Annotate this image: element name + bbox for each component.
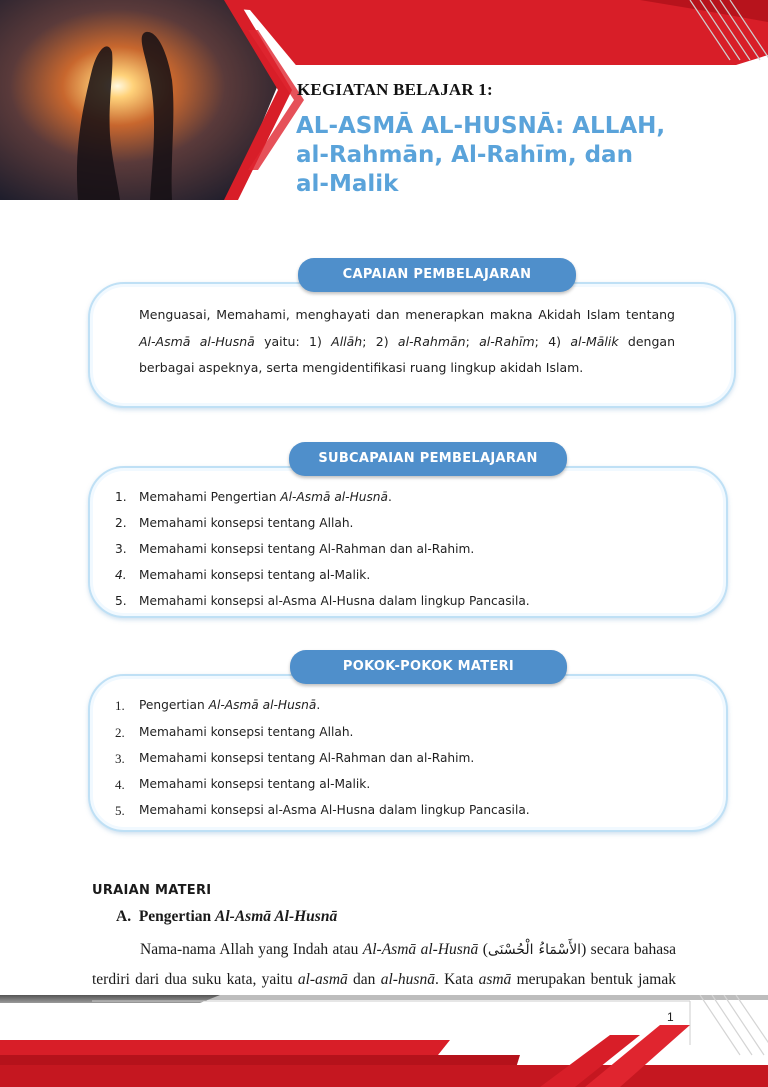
section-heading: URAIAN MATERI bbox=[92, 883, 212, 898]
lesson-kicker: KEGIATAN BELAJAR 1: bbox=[297, 80, 493, 99]
pokok-list bbox=[115, 698, 530, 829]
list-item: 4. Memahami konsepsi tentang al-Malik. bbox=[115, 777, 371, 792]
footer-decoration bbox=[0, 995, 768, 1087]
subsection-heading: A. Pengertian Al-Asmā Al-Husnā bbox=[116, 908, 338, 925]
capaian-text: Menguasai, Memahami, menghayati dan menerapkan makna Akidah Islam tentang Al-Asmā al-Husnā yaitu: 1) Allāh; 2) al-Rahmān; al-Rahīm; 4) al-Mālik dengan berbagai aspeknya, serta mengidentifikasi ruang lingkup akidah Islam. bbox=[139, 307, 675, 375]
lesson-title bbox=[296, 112, 736, 199]
list-item: 3. Memahami konsepsi tentang Al-Rahman dan al-Rahim. bbox=[115, 751, 475, 766]
subcapaian-list bbox=[115, 490, 530, 620]
list-item: 4. Memahami konsepsi tentang al-Malik. bbox=[115, 568, 371, 582]
list-item: 5. Memahami konsepsi al-Asma Al-Husna dalam lingkup Pancasila. bbox=[115, 803, 530, 818]
pokok-label: POKOK-POKOK MATERI bbox=[290, 650, 567, 684]
page-number: 1 bbox=[667, 1010, 674, 1024]
list-item: 1. Memahami Pengertian Al-Asmā al-Husnā. bbox=[115, 490, 392, 504]
capaian-label: CAPAIAN PEMBELAJARAN bbox=[298, 258, 576, 292]
list-item: 3. Memahami konsepsi tentang Al-Rahman dan al-Rahim. bbox=[115, 542, 475, 556]
title-line: al-Rahmān, Al-Rahīm, dan bbox=[296, 142, 633, 168]
list-item: 2. Memahami konsepsi tentang Allah. bbox=[115, 516, 354, 530]
list-item: 2. Memahami konsepsi tentang Allah. bbox=[115, 725, 354, 740]
list-item: 1. Pengertian Al-Asmā al-Husnā. bbox=[115, 698, 321, 713]
body-paragraph: Nama-nama Allah yang Indah atau Al-Asmā al-Husnā (الأَسْمَاءُ الْحُسْنَى) secara bahasa terdiri dari dua suku kata, yaitu al-asmā dan al-husnā. Kata asmā merupakan bentuk jamak bbox=[92, 941, 677, 988]
title-line: AL-ASMĀ AL-HUSNĀ: ALLAH, bbox=[296, 113, 666, 139]
title-line: al-Malik bbox=[296, 171, 399, 197]
list-item: 5. Memahami konsepsi al-Asma Al-Husna dalam lingkup Pancasila. bbox=[115, 594, 530, 608]
subcapaian-label: SUBCAPAIAN PEMBELAJARAN bbox=[289, 442, 567, 476]
arabic-text: الأَسْمَاءُ الْحُسْنَى bbox=[487, 942, 582, 958]
